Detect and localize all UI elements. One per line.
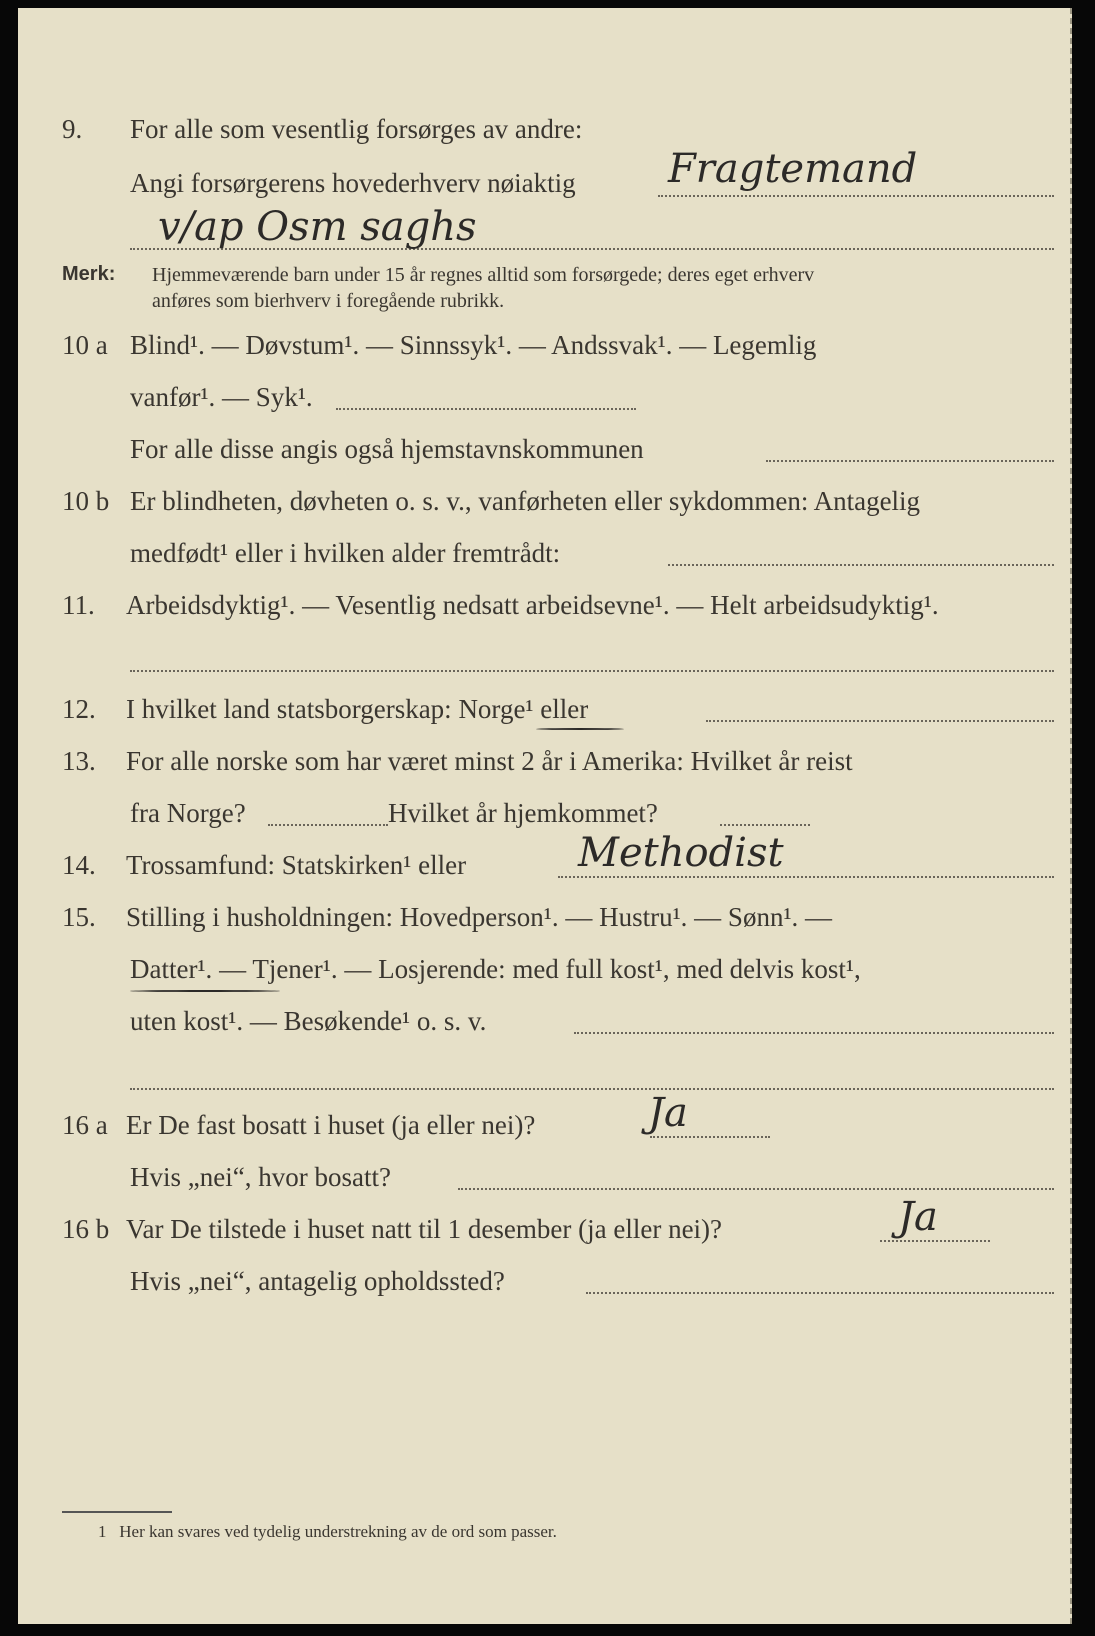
section-16a-answer-line [650,1136,770,1138]
section-16b-answer-line [880,1240,990,1242]
section-10a-number: 10 a [62,330,108,360]
footnote-text: Her kan svares ved tydelig understrekning av de ord som passer. [119,1522,557,1541]
footnote-mark: 1 [98,1522,107,1541]
footnote [98,1522,557,1542]
section-9-handwritten-occupation: Fragtemand [668,146,918,192]
section-16b-line-1: Var De tilstede i huset natt til 1 desember (ja eller nei)? [126,1214,723,1244]
section-16b-number: 16 b [62,1214,110,1244]
section-12-question [126,694,588,725]
section-10b-line-1: Er blindheten, døvheten o. s. v., vanførheten eller sykdommen: Antagelig [130,486,921,516]
section-11-answer-line [130,670,1054,672]
section-15-number: 15. [62,902,96,932]
section-12-answer-line [706,720,1054,722]
section-10b-line-2: medfødt¹ eller i hvilken alder fremtrådt: [130,538,561,568]
section-9-handwritten-employer: v/ap Osm saghs [158,204,477,250]
section-10a-line-2: vanfør¹. — Syk¹. [130,382,313,412]
section-15-line-2-rest: — Tjener¹. — Losjerende: med full kost¹, med delvis kost¹, [219,954,861,984]
section-16b-location-line [586,1292,1054,1294]
section-16b-handwritten-answer: Ja [898,1194,938,1240]
merk-note-line-1: Hjemmeværende barn under 15 år regnes alltid som forsørgede; deres eget erhverv [152,264,815,286]
section-15-answer-line-2 [130,1088,1054,1090]
section-16a-handwritten-answer: Ja [648,1090,688,1136]
datter-underline-mark [130,990,280,992]
section-10a-line-1: Blind¹. — Døvstum¹. — Sinnssyk¹. — Andssvak¹. — Legemlig [130,330,817,360]
section-13-return-line [720,824,810,826]
section-10a-answer-line [336,408,636,410]
merk-label: Merk: [62,263,116,285]
section-12-number: 12. [62,694,96,724]
section-15-line-1: Stilling i husholdningen: Hovedperson¹. — Hustru¹. — Sønn¹. — [126,902,833,932]
section-15-datter: Datter¹. [130,954,213,984]
section-15-answer-line [574,1032,1054,1034]
section-14-handwritten-faith: Methodist [578,830,784,876]
section-15-line-3: uten kost¹. — Besøkende¹ o. s. v. [130,1006,487,1036]
section-13-line-1: For alle norske som har været minst 2 år i Amerika: Hvilket år reist [126,746,853,776]
section-14-number: 14. [62,850,96,880]
section-16a-line-1: Er De fast bosatt i huset (ja eller nei)? [126,1110,536,1140]
section-14-answer-line [558,876,1054,878]
merk-note-line-2: anføres som bierhverv i foregående rubrikk. [152,290,505,312]
section-10b-number: 10 b [62,486,110,516]
section-16a-number: 16 a [62,1110,108,1140]
section-13-line-2b: Hvilket år hjemkommet? [388,798,658,828]
section-12-norge: Norge¹ [458,694,534,724]
section-10a-line-3: For alle disse angis også hjemstavnskommunen [130,434,644,464]
section-12-text: I hvilket land statsborgerskap: [126,694,452,724]
section-9-prompt: Angi forsørgerens hovederhverv nøiaktig [130,168,576,198]
section-9-answer-line [658,195,1054,197]
section-10a-municipality-line [766,460,1054,462]
section-9-question: For alle som vesentlig forsørges av andre: [130,114,583,144]
section-13-number: 13. [62,746,96,776]
census-form-page [18,8,1072,1624]
section-10b-answer-line [668,564,1054,566]
section-16a-residence-line [458,1188,1054,1190]
section-12-eller: eller [540,694,589,724]
section-13-line-2a: fra Norge? [130,798,246,828]
section-13-departure-line [268,824,388,826]
section-16a-line-2: Hvis „nei“, hvor bosatt? [130,1162,391,1192]
section-16b-line-2: Hvis „nei“, antagelig opholdssted? [130,1266,505,1296]
section-14-text: Trossamfund: Statskirken¹ eller [126,850,467,880]
footnote-rule [62,1511,172,1513]
section-11-number: 11. [62,590,95,620]
section-9-number: 9. [62,114,83,144]
section-15-line-2 [130,954,861,985]
section-11-line-1: Arbeidsdyktig¹. — Vesentlig nedsatt arbeidsevne¹. — Helt arbeidsudyktig¹. [126,590,939,620]
norge-underline-mark [536,728,624,730]
